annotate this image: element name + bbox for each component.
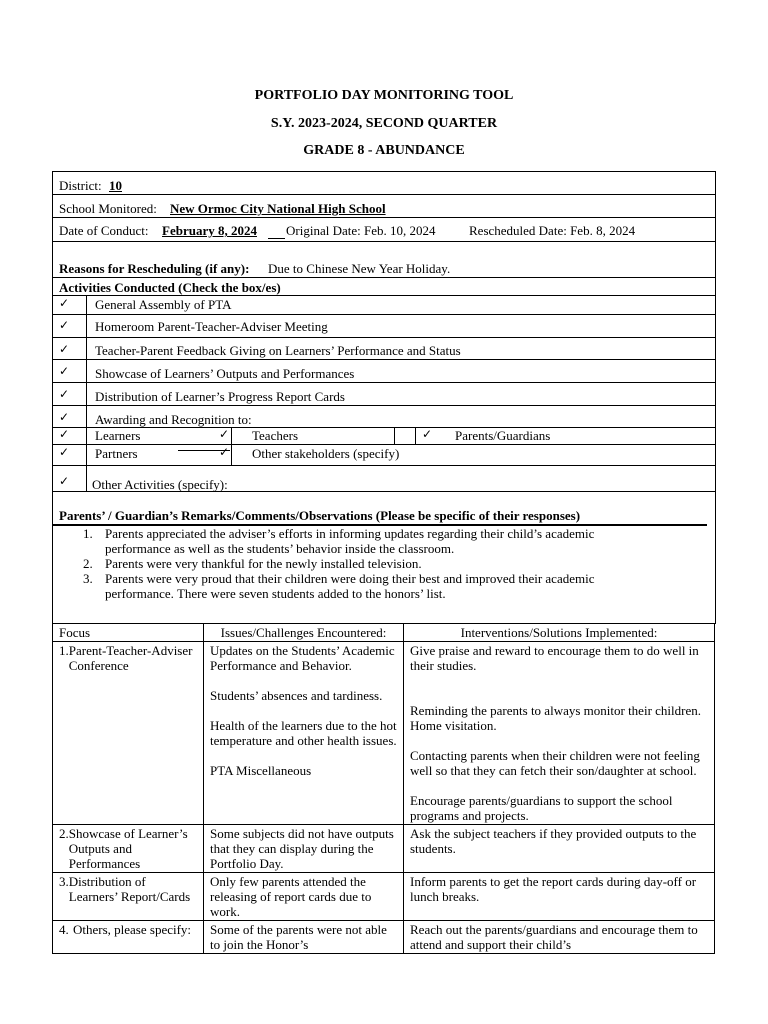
check-icon[interactable]: ✓: [59, 445, 70, 459]
activity-item: Awarding and Recognition to:: [95, 412, 252, 427]
header-interventions: Interventions/Solutions Implemented:: [404, 624, 715, 642]
solutions-cell: Ask the subject teachers if they provided outputs to the students.: [404, 825, 715, 873]
solutions-cell: Reach out the parents/guardians and encourage them to attend and support their child’s: [404, 921, 715, 954]
issues-cell: Some of the parents were not able to join the Honor’s: [204, 921, 404, 954]
check-icon[interactable]: ✓: [59, 474, 70, 488]
date-value: February 8, 2024: [162, 223, 257, 238]
recognition-other-stakeholders: Other stakeholders (specify): [252, 446, 400, 461]
solutions-cell: Inform parents to get the report cards during day-off or lunch breaks.: [404, 873, 715, 921]
check-icon[interactable]: ✓: [422, 427, 433, 441]
school-value: New Ormoc City National High School: [170, 201, 386, 216]
date-label: Date of Conduct:: [59, 223, 149, 238]
document-title: PORTFOLIO DAY MONITORING TOOL: [254, 88, 514, 103]
district-label: District:: [59, 178, 102, 193]
other-activities-label: Other Activities (specify):: [92, 477, 228, 492]
reasons-value: Due to Chinese New Year Holiday.: [268, 261, 451, 276]
table-row: [53, 825, 715, 873]
table-row: [53, 873, 715, 921]
focus-cell: 1. Parent-Teacher-Adviser Conference: [53, 642, 204, 825]
check-icon[interactable]: ✓: [219, 445, 230, 459]
focus-cell: 3. Distribution of Learners’ Report/Cards: [53, 873, 204, 921]
remark-item: 3. Parents were very proud that their children were doing their best and improved their academic performance. There were seven students added to the honors’ list.: [83, 571, 595, 601]
recognition-partners: Partners: [95, 446, 138, 461]
activity-item: General Assembly of PTA: [95, 297, 232, 312]
table-row: [53, 642, 715, 825]
check-icon[interactable]: ✓: [59, 342, 70, 356]
focus-table: [52, 623, 715, 954]
solutions-cell: Give praise and reward to encourage them to do well in their studies. Reminding the parents to always monitor their children. Home visitation. Contacting parents when their children were not feeling well so that they can fetch their son/daughter at school. Encourage parents/guardians to support the school programs and projects.: [404, 642, 715, 825]
school-label: School Monitored:: [59, 201, 157, 216]
table-row: [53, 921, 715, 954]
check-icon[interactable]: ✓: [59, 387, 70, 401]
school-year: S.Y. 2023-2024, SECOND QUARTER: [270, 116, 498, 131]
activity-item: Showcase of Learners’ Outputs and Performances: [95, 366, 355, 381]
check-icon[interactable]: ✓: [59, 427, 70, 441]
recognition-parents: Parents/Guardians: [455, 428, 551, 443]
recognition-learners: Learners: [95, 428, 141, 443]
original-date: Original Date: Feb. 10, 2024: [286, 223, 436, 238]
focus-cell: 2. Showcase of Learner’s Outputs and Performances: [53, 825, 204, 873]
check-icon[interactable]: ✓: [219, 427, 230, 441]
grade-section: GRADE 8 - ABUNDANCE: [303, 143, 465, 158]
header-issues: Issues/Challenges Encountered:: [204, 624, 404, 642]
reasons-label: Reasons for Rescheduling (if any):: [59, 261, 250, 276]
remarks-list: [83, 526, 660, 601]
issues-cell: Updates on the Students’ Academic Performance and Behavior. Students’ absences and tardiness. Health of the learners due to the hot temperature and other health issues. PTA Miscellaneous: [204, 642, 404, 825]
issues-cell: Some subjects did not have outputs that they can display during the Portfolio Day.: [204, 825, 404, 873]
activity-item: Homeroom Parent-Teacher-Adviser Meeting: [95, 319, 328, 334]
recognition-teachers: Teachers: [252, 428, 299, 443]
focus-cell: 4. Others, please specify:: [53, 921, 204, 954]
check-icon[interactable]: ✓: [59, 296, 70, 310]
district-value: 10: [109, 178, 122, 193]
remark-item: 2. Parents were very thankful for the newly installed television.: [83, 556, 422, 571]
check-icon[interactable]: ✓: [59, 410, 70, 424]
activities-heading: Activities Conducted (Check the box/es): [59, 280, 281, 295]
activity-item: Distribution of Learner’s Progress Report Cards: [95, 389, 345, 404]
rescheduled-date: Rescheduled Date: Feb. 8, 2024: [469, 223, 636, 238]
check-icon[interactable]: ✓: [59, 318, 70, 332]
activity-item: Teacher-Parent Feedback Giving on Learners’ Performance and Status: [95, 343, 461, 358]
table-header-row: [53, 624, 715, 642]
issues-cell: Only few parents attended the releasing of report cards due to work.: [204, 873, 404, 921]
check-icon[interactable]: ✓: [59, 364, 70, 378]
header-focus: Focus: [53, 624, 204, 642]
remark-item: 1. Parents appreciated the adviser’s efforts in informing updates regarding their child’s academic performance as well as the students’ behavior inside the classroom.: [83, 526, 595, 556]
remarks-heading: Parents’ / Guardian’s Remarks/Comments/Observations (Please be specific of their responses): [59, 508, 581, 523]
